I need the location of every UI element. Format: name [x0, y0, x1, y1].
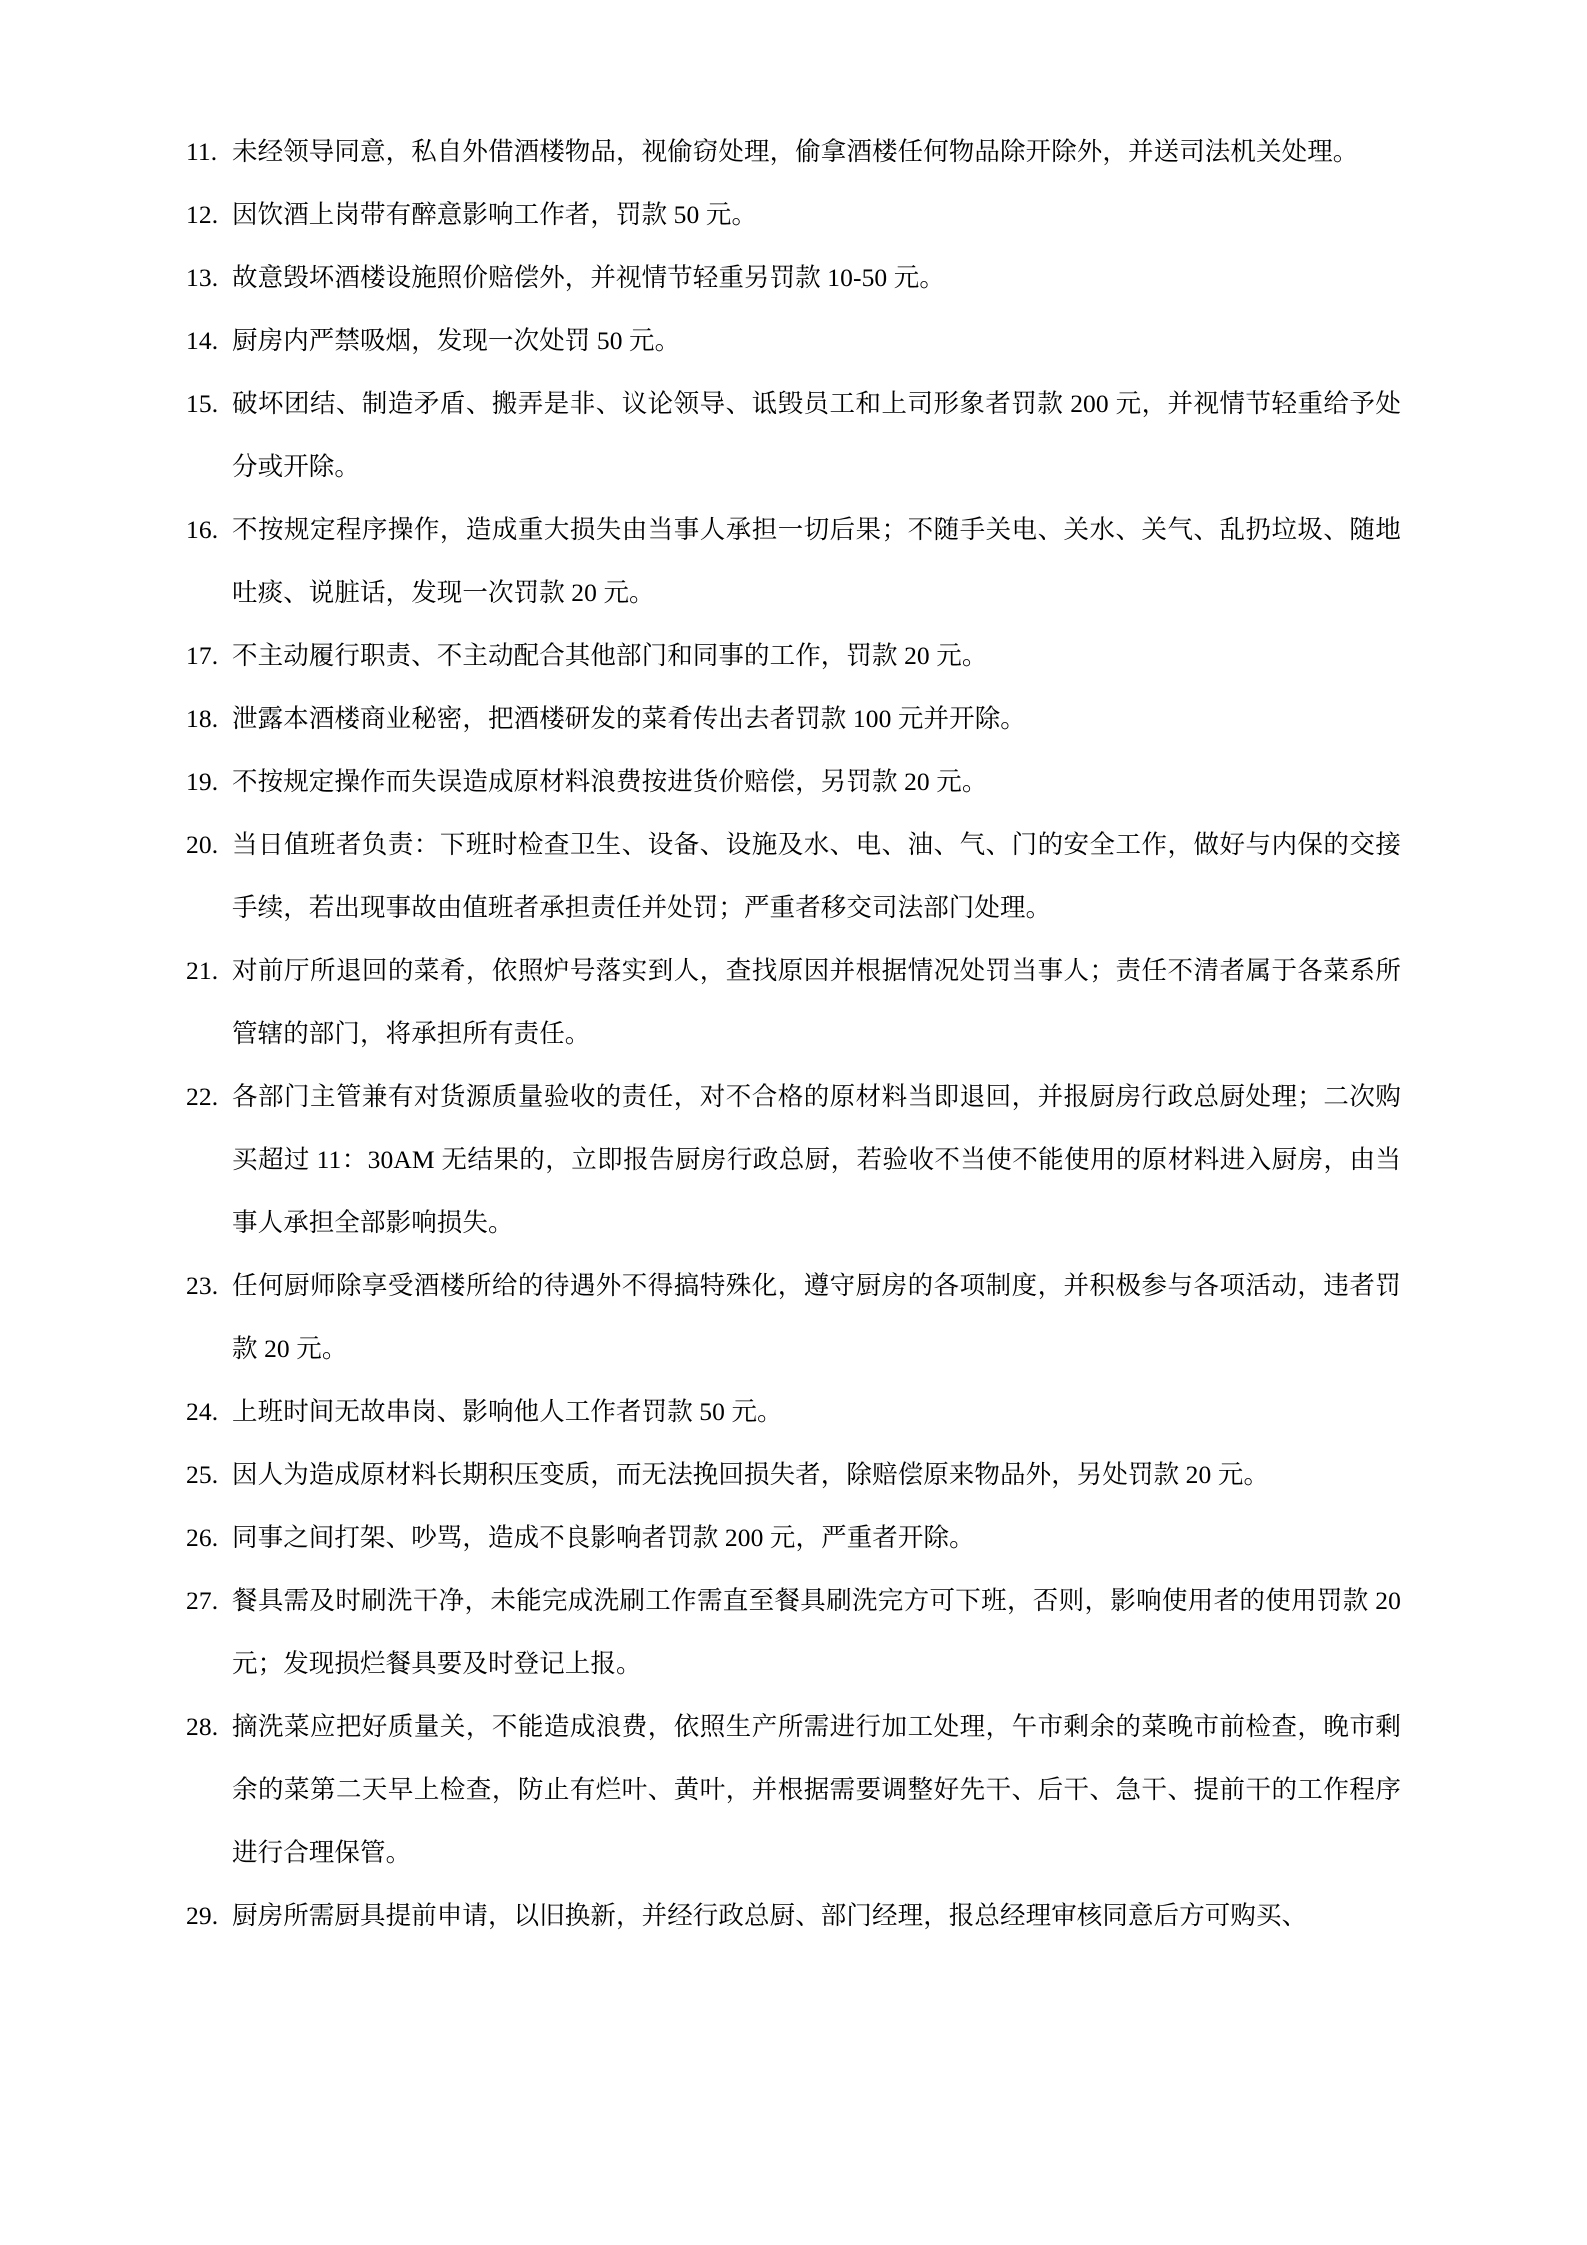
- rule-item-marker: 25.: [186, 1460, 219, 1489]
- rule-item-marker: 17.: [186, 641, 219, 670]
- rule-item-text: 各部门主管兼有对货源质量验收的责任，对不合格的原材料当即退回，并报厨房行政总厨处理；二次购买超过 11：30AM 无结果的，立即报告厨房行政总厨，若验收不当使不能使用的原材料进入厨房，由当事人承担全部影响损失。: [232, 1082, 1401, 1237]
- page-content: [186, 120, 1401, 1947]
- rule-item: [186, 1380, 1401, 1443]
- rule-item: [186, 1443, 1401, 1506]
- rule-item: [186, 372, 1401, 498]
- rule-item-marker: 29.: [186, 1901, 219, 1930]
- rule-item-marker: 21.: [186, 956, 219, 985]
- rule-item: [186, 1506, 1401, 1569]
- rule-item: [186, 309, 1401, 372]
- rule-item-marker: 26.: [186, 1523, 219, 1552]
- rule-item-marker: 19.: [186, 767, 219, 796]
- rule-item-text: 不主动履行职责、不主动配合其他部门和同事的工作，罚款 20 元。: [232, 641, 988, 670]
- rule-item-text: 泄露本酒楼商业秘密，把酒楼研发的菜肴传出去者罚款 100 元并开除。: [232, 704, 1026, 733]
- rule-item-marker: 14.: [186, 326, 219, 355]
- rule-item-text: 不按规定程序操作，造成重大损失由当事人承担一切后果；不随手关电、关水、关气、乱扔垃圾、随地吐痰、说脏话，发现一次罚款 20 元。: [232, 515, 1401, 607]
- rule-item-marker: 23.: [186, 1271, 219, 1300]
- rule-item: [186, 246, 1401, 309]
- rule-item-marker: 27.: [186, 1586, 219, 1615]
- rule-item-text: 上班时间无故串岗、影响他人工作者罚款 50 元。: [232, 1397, 783, 1426]
- rule-item: [186, 183, 1401, 246]
- rule-item-marker: 24.: [186, 1397, 219, 1426]
- rule-item-marker: 16.: [186, 515, 219, 544]
- rule-item-marker: 13.: [186, 263, 219, 292]
- rule-item-text: 不按规定操作而失误造成原材料浪费按进货价赔偿，另罚款 20 元。: [232, 767, 988, 796]
- rule-item: [186, 1065, 1401, 1254]
- rule-item: [186, 498, 1401, 624]
- rule-item-text: 当日值班者负责：下班时检查卫生、设备、设施及水、电、油、气、门的安全工作，做好与内保的交接手续，若出现事故由值班者承担责任并处罚；严重者移交司法部门处理。: [232, 830, 1401, 922]
- rule-item-marker: 18.: [186, 704, 219, 733]
- rule-item-text: 未经领导同意，私自外借酒楼物品，视偷窃处理，偷拿酒楼任何物品除开除外，并送司法机关处理。: [232, 137, 1359, 166]
- rule-item: [186, 687, 1401, 750]
- rule-item-marker: 11.: [186, 137, 218, 166]
- rule-item-text: 摘洗菜应把好质量关，不能造成浪费，依照生产所需进行加工处理，午市剩余的菜晚市前检查，晚市剩余的菜第二天早上检查，防止有烂叶、黄叶，并根据需要调整好先干、后干、急干、提前干的工作程序进行合理保管。: [232, 1712, 1401, 1867]
- rule-item-marker: 22.: [186, 1082, 219, 1111]
- rule-item-text: 同事之间打架、吵骂，造成不良影响者罚款 200 元，严重者开除。: [232, 1523, 975, 1552]
- rule-item: [186, 624, 1401, 687]
- rule-item: [186, 939, 1401, 1065]
- numbered-rules-list: [186, 120, 1401, 1947]
- rule-item-text: 因人为造成原材料长期积压变质，而无法挽回损失者，除赔偿原来物品外，另处罚款 20 元。: [232, 1460, 1270, 1489]
- rule-item: [186, 1884, 1401, 1947]
- rule-item-text: 因饮酒上岗带有醉意影响工作者，罚款 50 元。: [232, 200, 758, 229]
- rule-item-text: 任何厨师除享受酒楼所给的待遇外不得搞特殊化，遵守厨房的各项制度，并积极参与各项活动，违者罚款 20 元。: [232, 1271, 1401, 1363]
- rule-item-text: 对前厅所退回的菜肴，依照炉号落实到人，查找原因并根据情况处罚当事人；责任不清者属于各菜系所管辖的部门，将承担所有责任。: [232, 956, 1401, 1048]
- rule-item-text: 破坏团结、制造矛盾、搬弄是非、议论领导、诋毁员工和上司形象者罚款 200 元，并视情节轻重给予处分或开除。: [232, 389, 1401, 481]
- rule-item: [186, 750, 1401, 813]
- rule-item: [186, 120, 1401, 183]
- rule-item-marker: 28.: [186, 1712, 219, 1741]
- rule-item: [186, 1254, 1401, 1380]
- rule-item-marker: 15.: [186, 389, 219, 418]
- rule-item-text: 厨房所需厨具提前申请，以旧换新，并经行政总厨、部门经理，报总经理审核同意后方可购买、: [232, 1901, 1308, 1930]
- rule-item-text: 厨房内严禁吸烟，发现一次处罚 50 元。: [232, 326, 681, 355]
- rule-item: [186, 813, 1401, 939]
- rule-item-text: 故意毁坏酒楼设施照价赔偿外，并视情节轻重另罚款 10-50 元。: [232, 263, 945, 292]
- rule-item-text: 餐具需及时刷洗干净，未能完成洗刷工作需直至餐具刷洗完方可下班，否则，影响使用者的使用罚款 20 元；发现损烂餐具要及时登记上报。: [232, 1586, 1401, 1678]
- rule-item-marker: 20.: [186, 830, 219, 859]
- rule-item: [186, 1569, 1401, 1695]
- rule-item-marker: 12.: [186, 200, 219, 229]
- rule-item: [186, 1695, 1401, 1884]
